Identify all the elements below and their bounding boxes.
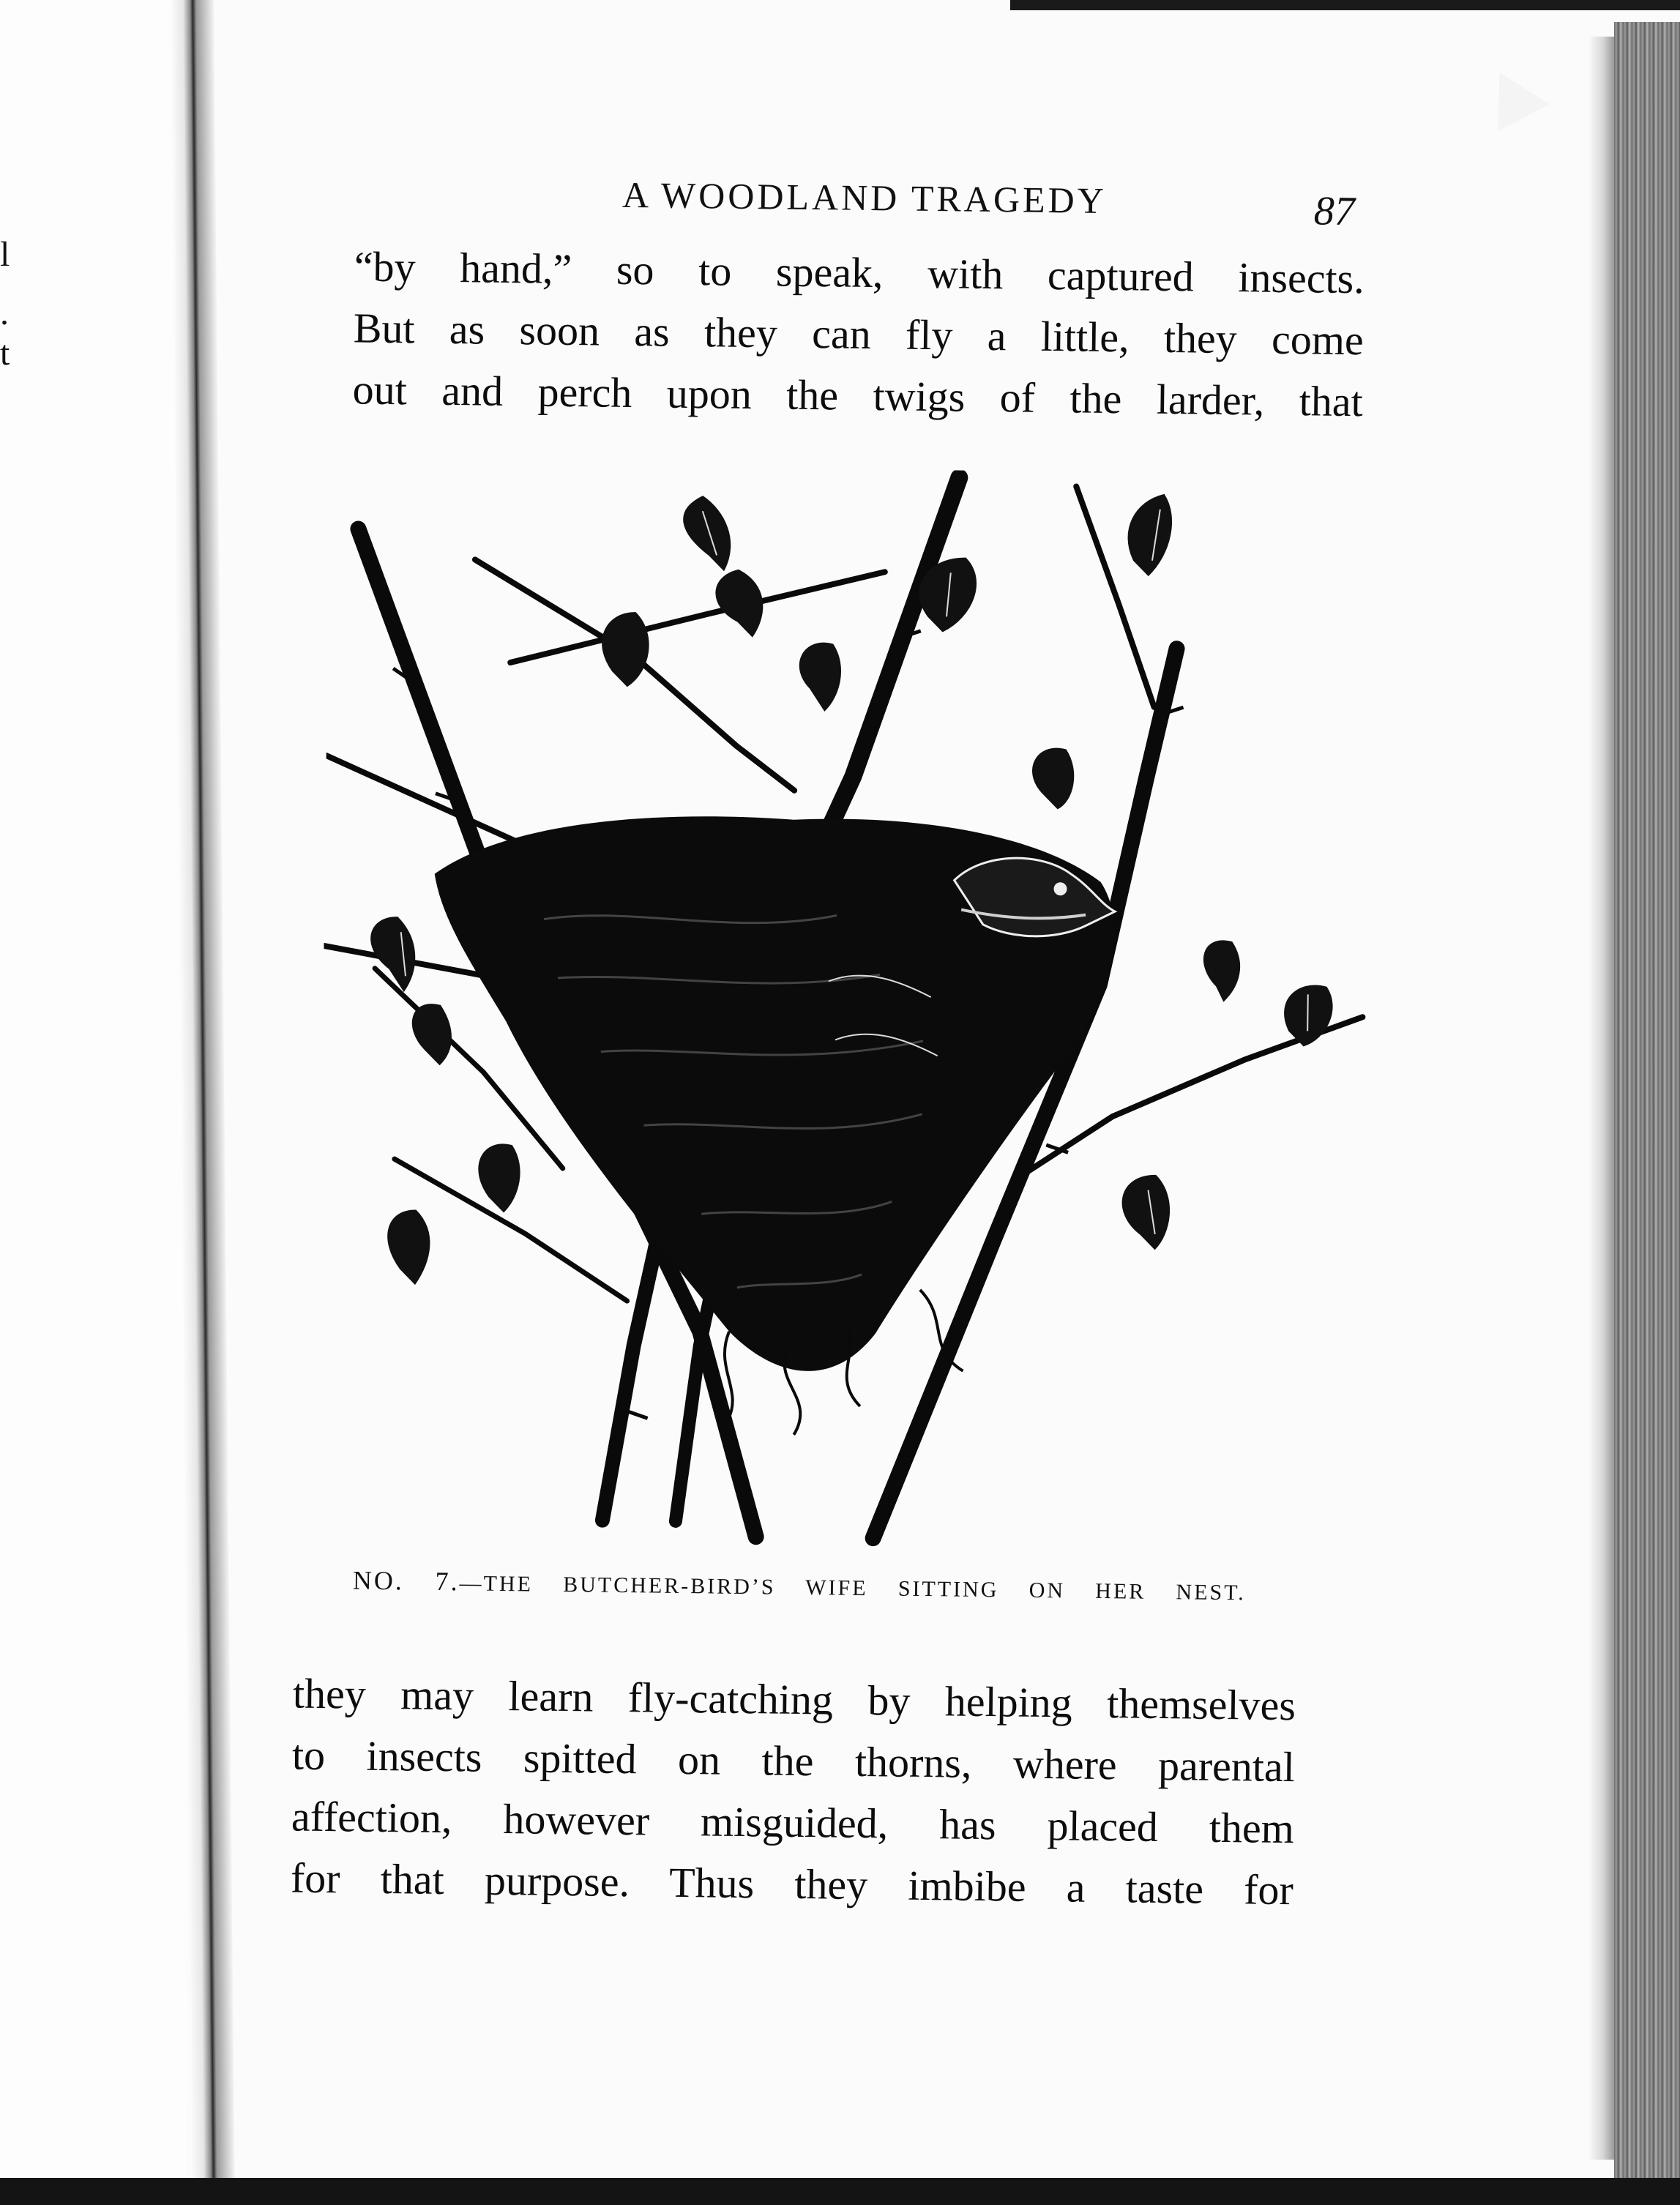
leaf-shape [1128, 494, 1172, 575]
leaf-shape [387, 1210, 430, 1284]
running-title: A WOODLAND TRAGEDY [621, 174, 1108, 221]
caption-number: NO. 7. [352, 1565, 460, 1597]
text-line: they may learn fly-catching by helping themselves [292, 1669, 1296, 1730]
text-line: “by hand,” so to speak, with captured insects. [354, 242, 1365, 303]
text-line: for that purpose. Thus they imbibe a taste for [290, 1854, 1294, 1914]
facing-page-fragment: . [0, 294, 9, 332]
leaf-shape [799, 643, 840, 710]
facing-page-fragment: t [0, 334, 10, 373]
running-head [362, 171, 1416, 235]
paragraph-bottom [290, 1663, 1296, 1922]
leaf-shape [602, 613, 649, 687]
facing-page-fragment: l [0, 235, 10, 274]
text-line: out and perch upon the twigs of the larder, that [352, 365, 1364, 426]
paragraph-top [352, 236, 1364, 433]
leaf-shape [412, 1004, 451, 1064]
page-number: 87 [1313, 188, 1356, 235]
leaf-shape [1032, 748, 1073, 808]
text-line: to insects spitted on the thorns, where parental [291, 1731, 1296, 1791]
caption-text: —THE BUTCHER-BIRD’S WIFE SITTING ON HER NEST. [459, 1571, 1247, 1605]
figure-caption [353, 1564, 1246, 1606]
leaf-shape [716, 570, 763, 636]
thorn [626, 1411, 648, 1418]
leaf-shape [1122, 1175, 1170, 1249]
leaf-shape [479, 1144, 520, 1212]
text-line: But as soon as they can fly a little, they come [353, 304, 1364, 365]
leaf-vein [1307, 994, 1308, 1031]
leaf-shape [683, 496, 731, 570]
leaf-shape [370, 917, 415, 991]
leaf-shape [1203, 941, 1239, 1001]
text-line: affection, however misguided, has placed them [291, 1792, 1295, 1853]
nest-illustration [316, 463, 1384, 1559]
